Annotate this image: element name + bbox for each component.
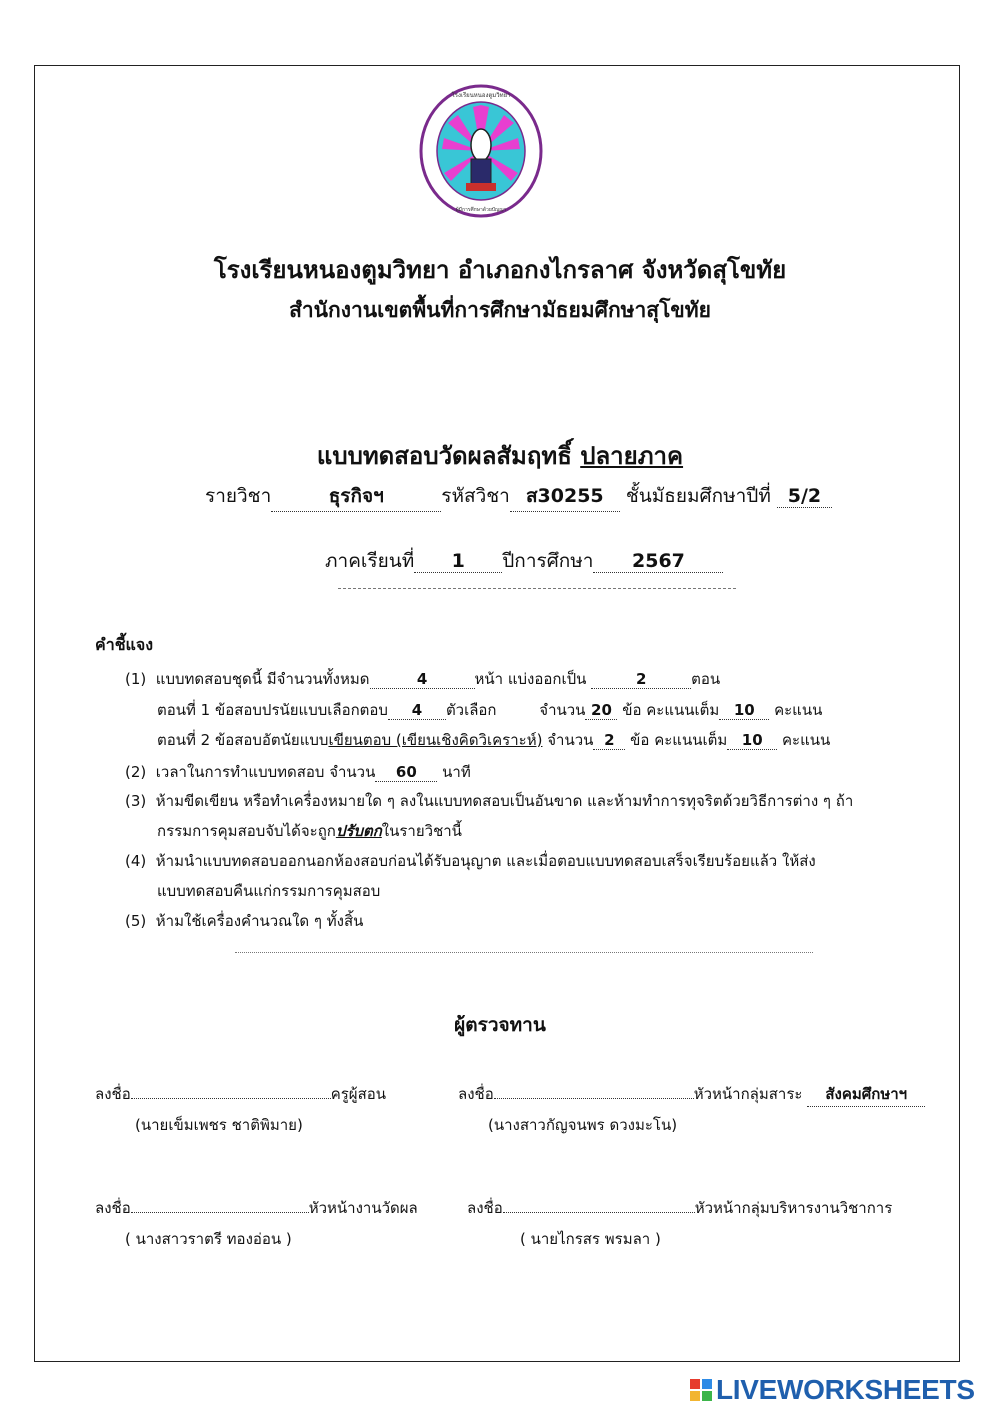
svg-text:โรงเรียนหนองตูมวิทยา: โรงเรียนหนองตูมวิทยา (451, 92, 511, 99)
brand-text: LIVEWORKSHEETS (716, 1374, 975, 1405)
divider (235, 952, 813, 953)
part-1-text: ตัวเลือก (445, 701, 497, 719)
score: 10 (719, 701, 769, 720)
instruction-4 (125, 849, 816, 873)
instruction-text: เวลาในการทำแบบทดสอบ จำนวน (155, 763, 376, 781)
subject-label: รายวิชา (205, 485, 272, 507)
signature-2 (458, 1082, 925, 1107)
reviewer-3-name: ( นางสาวราตรี ทองอ่อน ) (125, 1230, 292, 1248)
instruction-text: ในรายวิชานี้ (381, 822, 462, 840)
code-label: รหัสวิชา (441, 485, 510, 507)
grade-value: 5/2 (777, 485, 832, 508)
part-2-line (157, 728, 830, 752)
instruction-text: ห้ามนำแบบทดสอบออกนอกห้องสอบก่อนได้รับอนุญาต และเมื่อตอบแบบทดสอบเสร็จเรียบร้อยแล้ว ให้ส่ง (155, 852, 816, 870)
school-name: โรงเรียนหนองตูมวิทยา อำเภอกงไกรลาศ จังหวัดสุโขทัย (213, 256, 787, 284)
signature-line (131, 1098, 331, 1099)
signature-line (494, 1098, 694, 1099)
liveworksheets-logo[interactable] (690, 1374, 975, 1406)
school-logo (418, 83, 544, 219)
semester-line (325, 546, 723, 576)
instruction-4-cont: แบบทดสอบคืนแก่กรรมการคุมสอบ (157, 882, 381, 900)
part-1-text: จำนวน (539, 701, 586, 719)
part-2-text: ข้อ คะแนนเต็ม (630, 731, 728, 749)
grade-label: ชั้นมัธยมศึกษาปีที่ (625, 485, 771, 507)
item-number: (2) (125, 763, 147, 781)
signature-line (503, 1212, 695, 1213)
year-label: ปีการศึกษา (502, 550, 594, 572)
code-value: ส30255 (510, 481, 620, 512)
role: ครูผู้สอน (330, 1085, 387, 1103)
reviewers-heading: ผู้ตรวจทาน (454, 1014, 546, 1036)
minutes: 60 (375, 763, 437, 782)
instruction-3 (125, 789, 853, 813)
instruction-text: แบบทดสอบชุดนี้ มีจำนวนทั้งหมด (155, 670, 370, 688)
liveworksheets-icon (690, 1379, 712, 1401)
item-count: 2 (593, 731, 625, 750)
role: หัวหน้างานวัดผล (308, 1199, 418, 1217)
sign-label: ลงชื่อ (467, 1199, 503, 1217)
signature-line (131, 1212, 309, 1213)
signature-1 (95, 1082, 386, 1106)
choice-count: 4 (388, 701, 446, 720)
part-2-text: คะแนน (782, 731, 831, 749)
exam-title-text: แบบทดสอบวัดผลสัมฤทธิ์ (316, 442, 581, 470)
item-number: (5) (125, 912, 147, 930)
reviewer-4-name: ( นายไกรสร พรมลา ) (520, 1230, 661, 1248)
exam-term: ปลายภาค (580, 442, 684, 470)
exam-title (0, 436, 1000, 475)
instruction-text: ห้ามใช้เครื่องคำนวณใด ๆ ทั้งสิ้น (155, 912, 364, 930)
instruction-1 (125, 667, 720, 691)
sign-label: ลงชื่อ (458, 1085, 494, 1103)
part-2-text: จำนวน (547, 731, 594, 749)
instruction-2 (125, 760, 471, 784)
role: หัวหน้ากลุ่มสาระ (693, 1085, 803, 1103)
semester-value: 1 (414, 550, 502, 573)
role: หัวหน้ากลุ่มบริหารงานวิชาการ (694, 1199, 893, 1217)
instruction-5 (125, 909, 363, 933)
item-number: (3) (125, 792, 147, 810)
reviewer-2-name: (นางสาวกัญจนพร ดวงมะโน) (488, 1116, 678, 1134)
part-1-line (157, 698, 822, 722)
item-number: (1) (125, 670, 147, 688)
sign-label: ลงชื่อ (95, 1199, 131, 1217)
signature-3 (95, 1196, 418, 1220)
sign-label: ลงชื่อ (95, 1085, 131, 1103)
instruction-3-cont (157, 819, 462, 843)
part-count: 2 (591, 670, 691, 689)
signature-4 (467, 1196, 892, 1220)
penalty: ปรับตก (335, 822, 382, 840)
education-office: สำนักงานเขตพื้นที่การศึกษามัธยมศึกษาสุโขทัย (289, 298, 711, 322)
instruction-text: หน้า แบ่งออกเป็น (474, 670, 587, 688)
semester-label: ภาคเรียนที่ (325, 550, 415, 572)
item-number: (4) (125, 852, 147, 870)
year-value: 2567 (593, 550, 723, 573)
part-1-text: ข้อ คะแนนเต็ม (622, 701, 720, 719)
divider (338, 588, 736, 589)
subject-line (205, 481, 832, 512)
part-1-text: ตอนที่ 1 ข้อสอบปรนัยแบบเลือกตอบ (157, 701, 388, 719)
page-count: 4 (370, 670, 475, 689)
item-count: 20 (585, 701, 617, 720)
subject-value: ธุรกิจฯ (271, 481, 441, 512)
part-1-text: คะแนน (774, 701, 823, 719)
reviewer-1-name: (นายเข็มเพชร ชาติพิมาย) (135, 1116, 303, 1134)
score: 10 (727, 731, 777, 750)
department: สังคมศึกษาฯ (807, 1082, 925, 1107)
instruction-text: ห้ามขีดเขียน หรือทำเครื่องหมายใด ๆ ลงในแบบทดสอบเป็นอันขาด และห้ามทำการทุจริตด้วยวิธีการต่าง ๆ ถ้า (155, 792, 854, 810)
part-2-text: ตอนที่ 2 ข้อสอบอัตนัยแบบ (157, 731, 329, 749)
instruction-text: ตอน (691, 670, 721, 688)
instruction-text: นาที (442, 763, 471, 781)
svg-text:ผู้มีการศึกษาด้วยปัญญา: ผู้มีการศึกษาด้วยปัญญา (455, 207, 507, 213)
instruction-text: กรรมการคุมสอบจับได้จะถูก (157, 822, 336, 840)
instructions-heading: คำชี้แจง (95, 635, 154, 654)
answer-type: เขียนตอบ (เขียนเชิงคิดวิเคราะห์) (328, 731, 543, 749)
